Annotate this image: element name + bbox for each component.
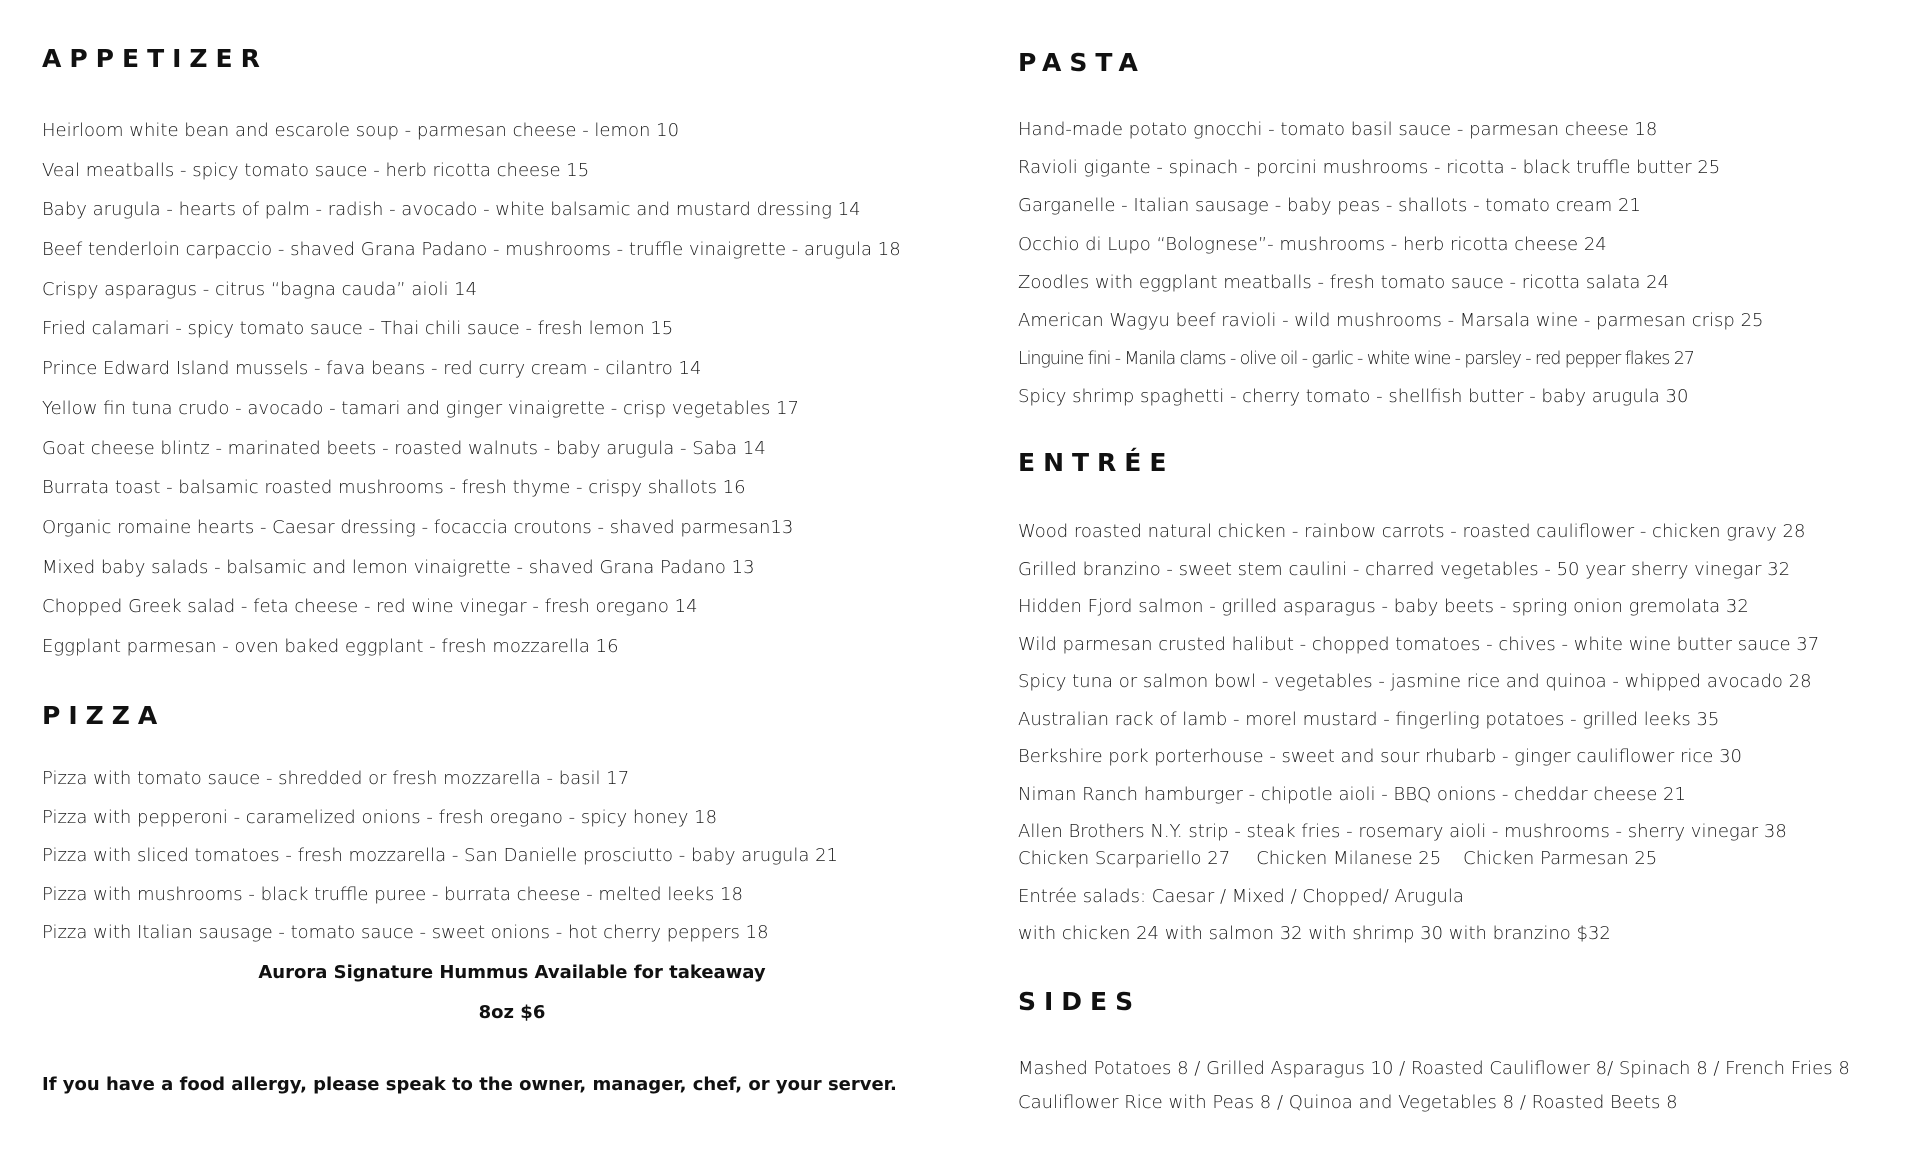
menu-item: Pizza with pepperoni - caramelized onions - fresh oregano - spicy honey 18 [42, 806, 718, 828]
menu-item: Mashed Potatoes 8 / Grilled Asparagus 10 / Roasted Cauliflower 8/ Spinach 8 / French Fries 8 [1018, 1058, 1850, 1079]
menu-item: Linguine fini - Manila clams - olive oil - garlic - white wine - parsley - red pepper flakes 27 [1018, 349, 1694, 370]
sides-list [1018, 1052, 1850, 1120]
menu-item: Wood roasted natural chicken - rainbow carrots - roasted cauliflower - chicken gravy 28 [1018, 521, 1806, 542]
menu-item: Spicy shrimp spaghetti - cherry tomato - shellfish butter - baby arugula 30 [1018, 386, 1689, 408]
menu-item: Organic romaine hearts - Caesar dressing - focaccia croutons - shaved parmesan13 [42, 516, 794, 538]
entree-heading: ENTRÉE [1018, 448, 1175, 477]
menu-item: Eggplant parmesan - oven baked eggplant - fresh mozzarella 16 [42, 635, 619, 657]
menu-item: Beef tenderloin carpaccio - shaved Grana Padano - mushrooms - truffle vinaigrette - arugula 18 [42, 239, 901, 261]
menu-item: Pizza with sliced tomatoes - fresh mozzarella - San Danielle prosciutto - baby arugula 21 [42, 845, 838, 866]
entree-salads-addons: with chicken 24 with salmon 32 with shrimp 30 with branzino $32 [1018, 923, 1611, 944]
menu-item: Pizza with tomato sauce - shredded or fresh mozzarella - basil 17 [42, 768, 630, 789]
menu-item: American Wagyu beef ravioli - wild mushrooms - Marsala wine - parmesan crisp 25 [1018, 309, 1764, 331]
menu-item: Ravioli gigante - spinach - porcini mushrooms - ricotta - black truffle butter 25 [1018, 157, 1721, 179]
menu-item: Australian rack of lamb - morel mustard - fingerling potatoes - grilled leeks 35 [1018, 708, 1720, 730]
menu-item: Burrata toast - balsamic roasted mushrooms - fresh thyme - crispy shallots 16 [42, 477, 746, 499]
menu-item: Grilled branzino - sweet stem caulini - charred vegetables - 50 year sherry vinegar 32 [1018, 558, 1791, 580]
pasta-heading: PASTA [1018, 48, 1146, 77]
chicken-options-line [1018, 847, 1657, 871]
menu-item: Fried calamari - spicy tomato sauce - Thai chili sauce - fresh lemon 15 [42, 318, 674, 340]
pizza-list [42, 760, 838, 953]
sides-heading: SIDES [1018, 987, 1142, 1016]
menu-item: Veal meatballs - spicy tomato sauce - herb ricotta cheese 15 [42, 159, 590, 181]
entree-list [1018, 513, 1819, 851]
menu-item: Chopped Greek salad - feta cheese - red wine vinegar - fresh oregano 14 [42, 596, 698, 618]
hummus-note: Aurora Signature Hummus Available for takeaway [258, 962, 766, 983]
pasta-list [1018, 111, 1763, 417]
menu-item: Niman Ranch hamburger - chipotle aioli - BBQ onions - cheddar cheese 21 [1018, 783, 1686, 805]
pizza-heading: PIZZA [42, 701, 166, 730]
menu-item: Heirloom white bean and escarole soup - parmesan cheese - lemon 10 [42, 120, 680, 141]
menu-item: Mixed baby salads - balsamic and lemon vinaigrette - shaved Grana Padano 13 [42, 556, 755, 578]
chicken-option-scarpariello: Chicken Scarpariello 27 [1018, 848, 1231, 869]
menu-item: Yellow fin tuna crudo - avocado - tamari and ginger vinaigrette - crisp vegetables 17 [42, 397, 800, 419]
menu-item: Crispy asparagus - citrus “bagna cauda” aioli 14 [42, 278, 478, 300]
menu-item: Zoodles with eggplant meatballs - fresh tomato sauce - ricotta salata 24 [1018, 271, 1670, 293]
appetizer-heading: APPETIZER [42, 44, 268, 73]
menu-item: Garganelle - Italian sausage - baby peas - shallots - tomato cream 21 [1018, 195, 1641, 217]
menu-item: Pizza with Italian sausage - tomato sauce - sweet onions - hot cherry peppers 18 [42, 922, 769, 943]
hummus-price: 8oz $6 [478, 1002, 546, 1023]
menu-item: Baby arugula - hearts of palm - radish - avocado - white balsamic and mustard dressing 14 [42, 199, 861, 221]
menu-item: Cauliflower Rice with Peas 8 / Quinoa and Vegetables 8 / Roasted Beets 8 [1018, 1092, 1678, 1113]
menu-item: Spicy tuna or salmon bowl - vegetables - jasmine rice and quinoa - whipped avocado 28 [1018, 671, 1812, 692]
menu-item: Pizza with mushrooms - black truffle puree - burrata cheese - melted leeks 18 [42, 883, 743, 905]
allergy-note: If you have a food allergy, please speak to the owner, manager, chef, or your server. [42, 1074, 897, 1095]
menu-item: Goat cheese blintz - marinated beets - roasted walnuts - baby arugula - Saba 14 [42, 437, 766, 459]
menu-item: Hand-made potato gnocchi - tomato basil sauce - parmesan cheese 18 [1018, 119, 1658, 140]
menu-item: Occhio di Lupo “Bolognese”- mushrooms - herb ricotta cheese 24 [1018, 233, 1607, 255]
appetizer-list [42, 111, 901, 667]
menu-item: Wild parmesan crusted halibut - chopped tomatoes - chives - white wine butter sauce 37 [1018, 633, 1820, 655]
chicken-option-parmesan: Chicken Parmesan 25 [1463, 848, 1658, 869]
menu-item: Prince Edward Island mussels - fava beans - red curry cream - cilantro 14 [42, 358, 702, 380]
menu-item: Berkshire pork porterhouse - sweet and sour rhubarb - ginger cauliflower rice 30 [1018, 746, 1742, 767]
menu-item: Hidden Fjord salmon - grilled asparagus - baby beets - spring onion gremolata 32 [1018, 596, 1749, 617]
entree-salads-line: Entrée salads: Caesar / Mixed / Chopped/ Arugula [1018, 886, 1464, 907]
chicken-option-milanese: Chicken Milanese 25 [1256, 848, 1442, 869]
menu-item: Allen Brothers N.Y. strip - steak fries - rosemary aioli - mushrooms - sherry vinegar 38 [1018, 821, 1787, 842]
